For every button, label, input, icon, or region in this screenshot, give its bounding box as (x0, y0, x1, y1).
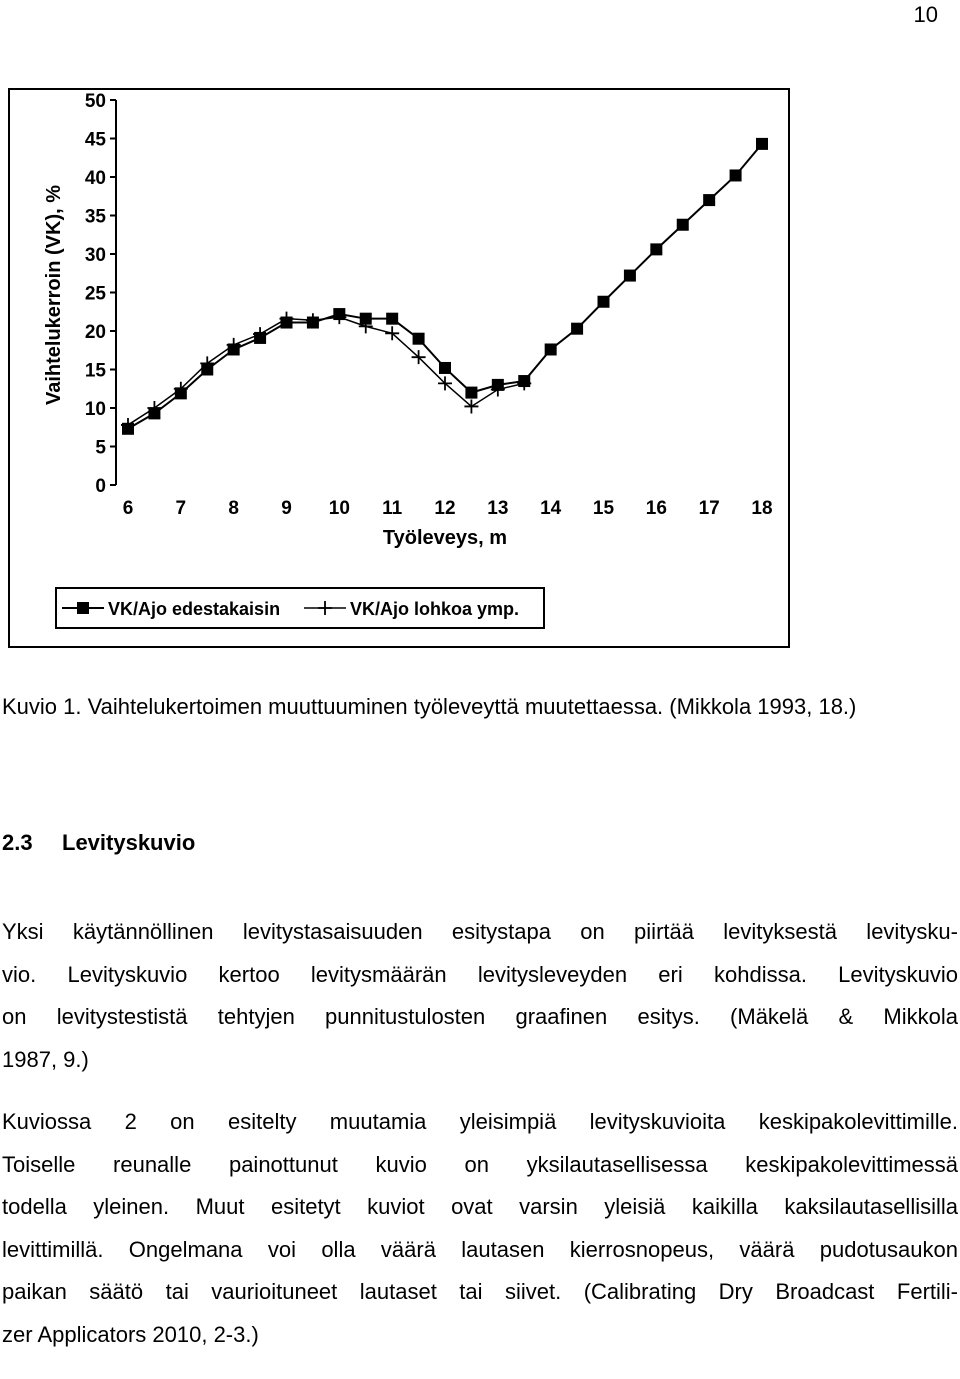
x-tick-label: 18 (751, 498, 773, 519)
x-tick-label: 9 (281, 498, 292, 519)
data-point-square (281, 317, 293, 329)
paragraph-line: Toiselle reunalle painottunut kuvio on yksilautasellisessa keskipakolevittimessä (2, 1151, 958, 1177)
legend-label-edestakaisin: VK/Ajo edestakaisin (108, 599, 281, 619)
x-tick-label: 14 (540, 498, 562, 519)
section-number: 2.3 (2, 830, 33, 855)
series-line-lohkoa-ymp (128, 317, 524, 425)
x-tick-label: 8 (228, 498, 239, 519)
y-axis-label: Vaihtelukerroin (VK), % (43, 184, 65, 406)
page-number: 10 (913, 2, 938, 27)
data-point-square (122, 423, 134, 435)
paragraph-line: todella yleinen. Muut esitetyt kuviot ovat varsin yleisiä kaikilla kaksilautasellisilla (2, 1194, 958, 1219)
paragraph-line: 1987, 9.) (2, 1046, 89, 1072)
figure-frame (8, 88, 790, 648)
y-tick-label: 0 (95, 476, 106, 497)
paragraph-line: levittimillä. Ongelmana voi olla väärä lautasen kierrosnopeus, väärä pudotusaukon (2, 1236, 958, 1262)
x-tick-label: 11 (382, 498, 403, 519)
x-tick-label: 15 (592, 498, 615, 519)
paragraph-line: paikan säätö tai vaurioituneet lautaset tai siivet. (Calibrating Dry Broadcast Fertili- (2, 1279, 958, 1304)
data-point-square (439, 362, 451, 374)
data-point-square (175, 387, 187, 399)
data-point-square (545, 343, 557, 355)
section-title: Levityskuvio (62, 830, 196, 855)
data-point-square (703, 194, 715, 206)
x-tick-label: 13 (487, 498, 509, 519)
data-point-square (492, 379, 504, 391)
paragraph-line: Yksi käytännöllinen levitystasaisuuden esitystapa on piirtää levityksestä levitysku- (2, 919, 958, 944)
y-tick-label: 45 (84, 129, 106, 151)
data-point-square (571, 323, 583, 335)
y-tick-label: 5 (95, 437, 106, 459)
data-point-square (730, 169, 742, 181)
data-point-square (201, 364, 213, 376)
x-tick-label: 16 (645, 498, 667, 519)
x-tick-label: 12 (434, 498, 456, 519)
legend-marker-plus (318, 601, 332, 615)
paragraph-line: Kuviossa 2 on esitelty muutamia yleisimpiä levityskuvioita keskipakolevittimille. (2, 1109, 958, 1134)
y-tick-label: 30 (84, 245, 106, 266)
y-tick-label: 15 (84, 360, 106, 382)
x-axis-label: Työleveys, m (382, 527, 508, 549)
paragraph-2 (2, 1101, 958, 1356)
data-point-square (333, 308, 345, 320)
legend-marker-square (77, 602, 89, 614)
data-point-square (254, 332, 266, 344)
legend-label-lohkoa-ymp: VK/Ajo lohkoa ymp. (350, 599, 520, 619)
data-point-square (413, 333, 425, 345)
data-point-square (677, 219, 689, 231)
data-point-square (465, 387, 477, 399)
data-point-square (386, 313, 398, 325)
data-point-square (228, 343, 240, 355)
data-point-square (756, 138, 768, 150)
x-tick-label: 7 (175, 498, 187, 519)
y-tick-label: 35 (84, 206, 106, 228)
data-point-square (518, 375, 530, 387)
y-tick-label: 20 (84, 322, 106, 343)
y-tick-label: 50 (84, 91, 106, 112)
paragraph-line: on levitystestistä tehtyjen punnitustulosten graafinen esitys. (Mäkelä & Mikkola (2, 1004, 958, 1029)
data-point-square (307, 317, 319, 329)
data-point-square (360, 313, 372, 325)
y-tick-label: 10 (84, 399, 106, 420)
paragraph-line: zer Applicators 2010, 2-3.) (2, 1321, 259, 1347)
x-tick-label: 17 (698, 498, 720, 519)
data-point-square (624, 270, 636, 282)
y-tick-label: 40 (84, 168, 106, 189)
data-point-square (598, 296, 610, 308)
line-chart (10, 90, 788, 646)
figure-caption: Kuvio 1. Vaihtelukertoimen muuttuuminen työleveyttä muutettaessa. (Mikkola 1993, 18.) (2, 694, 857, 719)
x-tick-label: 10 (328, 498, 350, 519)
paragraph-line: vio. Levityskuvio kertoo levitysmäärän levitysleveyden eri kohdissa. Levityskuvio (2, 961, 958, 987)
paragraph-1 (2, 911, 958, 1081)
section-heading (2, 830, 195, 856)
data-point-square (148, 407, 160, 419)
y-tick-label: 25 (84, 283, 106, 305)
x-tick-label: 6 (122, 498, 134, 519)
data-point-square (650, 243, 662, 255)
